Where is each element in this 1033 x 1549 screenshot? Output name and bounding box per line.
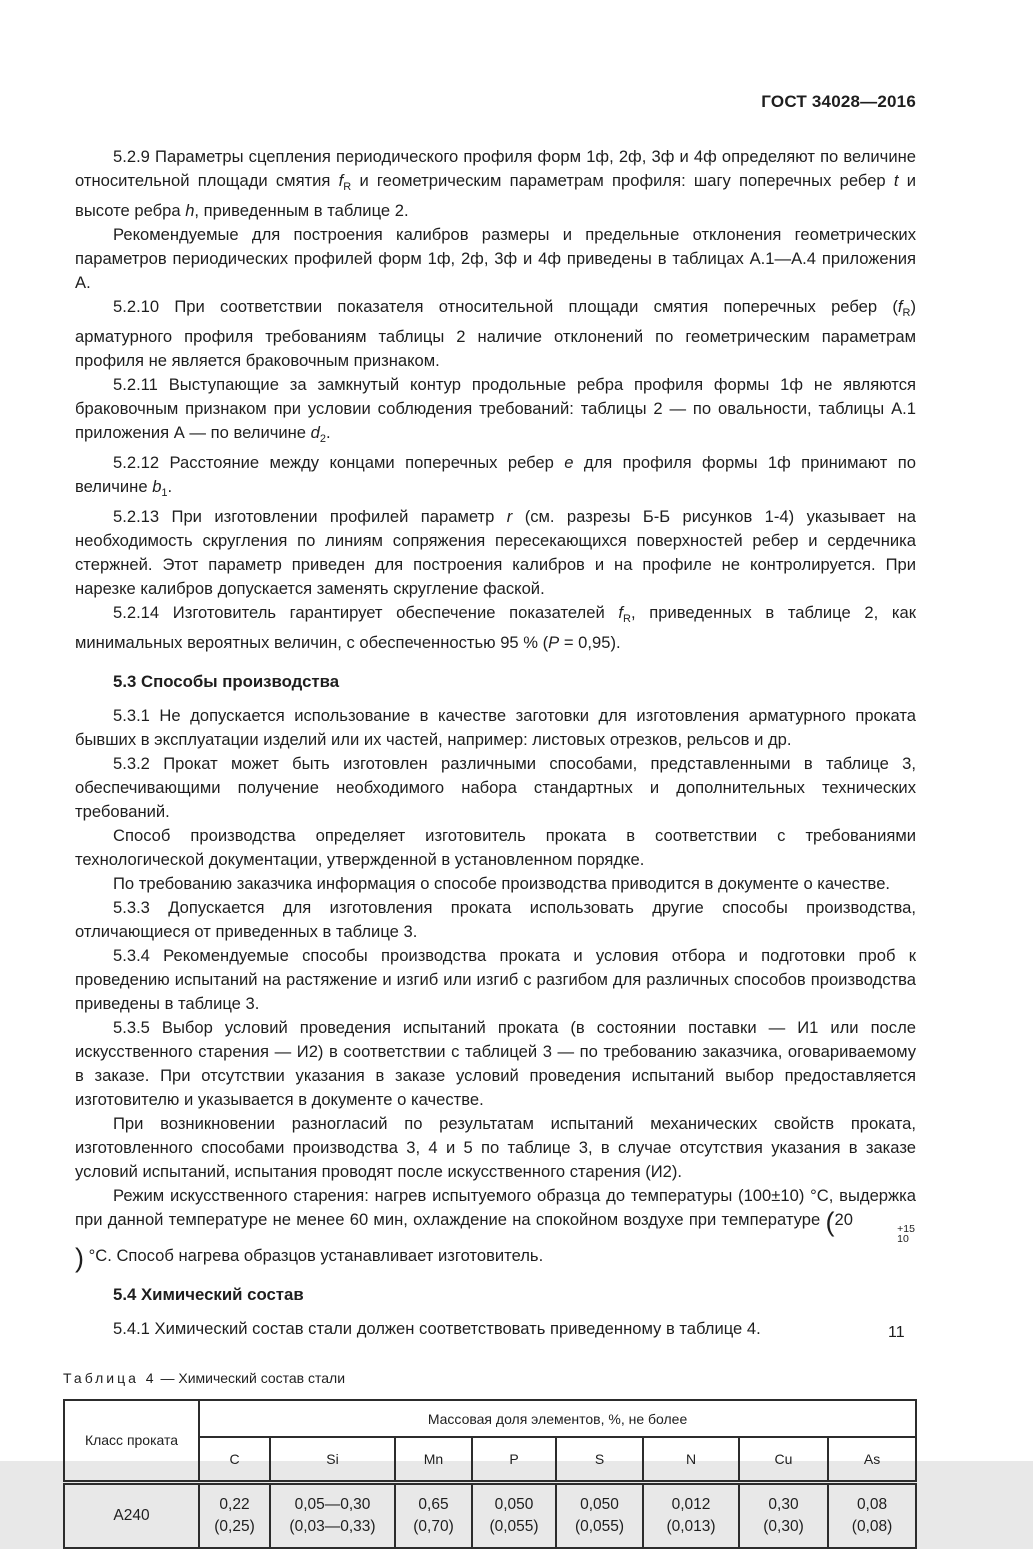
- paragraph: 5.2.10 При соответствии показателя относительной площади смятия поперечных ребер $(f_R)$ арматурного профиля требованиям таблицы 2 наличие отклонений по геометрическим параметрам профиля не является браковочным признаком.: [75, 297, 916, 370]
- cell-element-value: 0,08 (0,08): [828, 1482, 916, 1548]
- paragraph: Рекомендуемые для построения калибров размеры и предельные отклонения геометрических параметров периодических профилей форм 1ф, 2ф, 3ф и 4ф приведены в таблицах А.1—А.4 приложения А.: [75, 225, 916, 292]
- paragraph: По требованию заказчика информация о способе производства приводится в документе о качестве.: [113, 874, 891, 893]
- table-header-element: Mn: [395, 1437, 472, 1482]
- doc-number: ГОСТ 34028—2016: [761, 92, 916, 111]
- document-body: [75, 145, 916, 1341]
- table-header-element: N: [643, 1437, 739, 1482]
- paragraph: 5.3.1 Не допускается использование в качестве заготовки для изготовления арматурного проката бывших в эксплуатации изделий или их частей, например: листовых отрезков, рельсов и др.: [75, 706, 916, 749]
- page-number: 11: [888, 1324, 905, 1341]
- paragraph: 5.2.14 Изготовитель гарантирует обеспечение показателей $f_R$, приведенных в таблице 2, как минимальных вероятных величин, с обеспеченностью 95 % (P = 0,95).: [75, 603, 916, 652]
- section-heading: 5.3 Способы производства: [113, 672, 340, 691]
- paragraph: 5.3.3 Допускается для изготовления проката использовать другие способы производства, отличающиеся от приведенных в таблице 3.: [75, 898, 916, 941]
- section-heading: 5.4 Химический состав: [113, 1285, 304, 1304]
- table-header-element: Cu: [739, 1437, 828, 1482]
- table-header-class: Класс проката: [64, 1400, 199, 1482]
- paragraph: 5.3.2 Прокат может быть изготовлен различными способами, представленными в таблице 3, обеспечивающими получение необходимого набора стандартных и дополнительных технических требований.: [75, 754, 916, 821]
- table-caption-title: — Химический состав стали: [156, 1370, 346, 1386]
- paragraph: 5.2.13 При изготовлении профилей параметр r (см. разрезы Б-Б рисунков 1-4) указывает на необходимость скругления по линиям сопряжения пересекающихся поверхностей ребер и сердечника стержней. Этот параметр приведен для построения калибров и на профиле не контролируется. При нарезке калибров допускается заменять скругление фаской.: [75, 507, 916, 598]
- paragraph: 5.2.11 Выступающие за замкнутый контур продольные ребра профиля формы 1ф не являются браковочным признаком при условии соблюдения требований: таблицы 2 — по овальности, таблицы А.1 приложения А — по величине $d_2$.: [75, 375, 916, 445]
- paragraph: Способ производства определяет изготовитель проката в соответствии с требованиями технологической документации, утвержденной в установленном порядке.: [75, 826, 916, 869]
- cell-element-value: 0,012 (0,013): [643, 1482, 739, 1548]
- cell-element-value: 0,22 (0,25): [199, 1482, 270, 1548]
- table-header-element: As: [828, 1437, 916, 1482]
- table-caption: [63, 1370, 916, 1386]
- paragraph: 5.3.5 Выбор условий проведения испытаний проката (в состоянии поставки — И1 или после искусственного старения — И2) в соответствии с таблицей 3 — по требованию заказчика, оговариваемому в заказе. При отсутствии указания в заказе условий проведения испытаний выбор предоставляется изготовителю и указывается в документе о качестве.: [75, 1018, 916, 1109]
- cell-element-value: 0,050 (0,055): [472, 1482, 556, 1548]
- paragraph: 5.3.4 Рекомендуемые способы производства проката и условия отбора и подготовки проб к проведению испытаний на растяжение и изгиб или изгиб с разгибом для различных способов производства приведены в таблице 3.: [75, 946, 916, 1013]
- cell-element-value: 0,050 (0,055): [556, 1482, 643, 1548]
- cell-element-value: 0,05—0,30 (0,03—0,33): [270, 1482, 395, 1548]
- table-header-group: Массовая доля элементов, %, не более: [199, 1400, 916, 1437]
- paragraph: Режим искусственного старения: нагрев испытуемого образца до температуры (100±10) °С, выдержка при данной температуре не менее 60 мин, охлаждение на спокойном воздухе при температуре (20 +15 10 ) °С. Способ нагрева образцов устанавливает изготовитель.: [75, 1186, 916, 1273]
- document-content: [63, 92, 916, 1549]
- table-header-element: P: [472, 1437, 556, 1482]
- table-caption-label: Таблица 4: [63, 1370, 157, 1386]
- paragraph: 5.2.12 Расстояние между концами поперечных ребер е для профиля формы 1ф принимают по величине $b_1$.: [75, 453, 916, 499]
- paragraph: 5.4.1 Химический состав стали должен соответствовать приведенному в таблице 4.: [113, 1319, 761, 1338]
- chemical-composition-table: [63, 1399, 917, 1549]
- paragraph: 5.2.9 Параметры сцепления периодического профиля форм 1ф, 2ф, 3ф и 4ф определяют по величине относительной площади смятия $f_R$ и геометрическим параметрам профиля: шагу поперечных ребер t и высоте ребра h, приведенным в таблице 2.: [75, 147, 916, 220]
- table-row: [64, 1482, 916, 1548]
- cell-element-value: 0,30 (0,30): [739, 1482, 828, 1548]
- table-header-element: C: [199, 1437, 270, 1482]
- paragraph: При возникновении разногласий по результатам испытаний механических свойств проката, изготовленного способами производства 3, 4 и 5 по таблице 3, в случае отсутствия указания в заказе условий испытаний, испытания проводят после искусственного старения (И2).: [75, 1114, 916, 1181]
- cell-rolled-class: А240: [64, 1482, 199, 1548]
- cell-element-value: 0,65 (0,70): [395, 1482, 472, 1548]
- tolerance-sup-sub: +15 10: [897, 1223, 915, 1245]
- table-header-element: S: [556, 1437, 643, 1482]
- table-header-element: Si: [270, 1437, 395, 1482]
